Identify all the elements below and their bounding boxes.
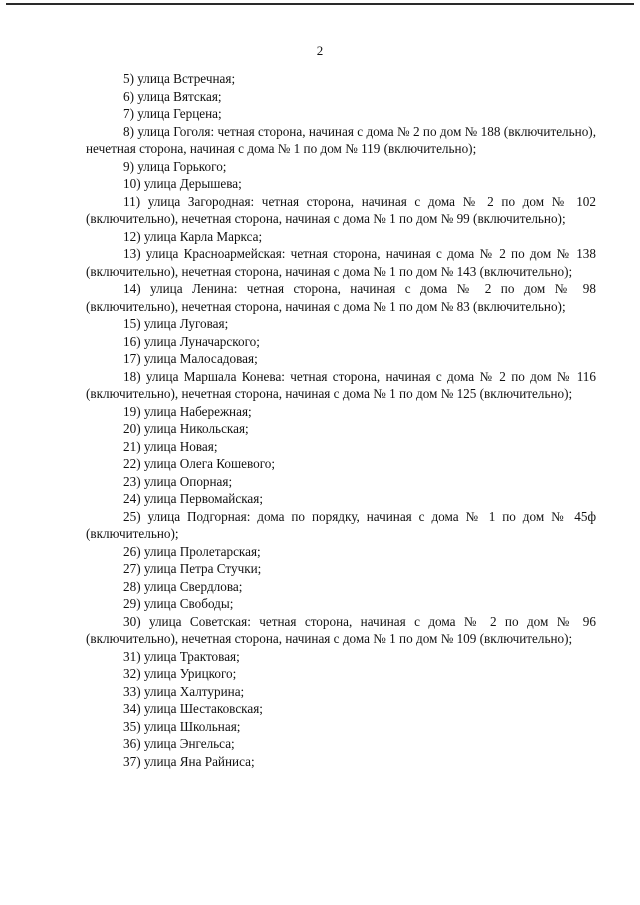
- page-top-border: [6, 3, 634, 5]
- list-item: 26) улица Пролетарская;: [123, 543, 261, 559]
- list-item: 28) улица Свердлова;: [123, 578, 243, 594]
- list-item: 13) улица Красноармейская: четная сторона, начиная с дома № 2 по дом № 138 (включительно), нечетная сторона, начиная с дома № 1 по дом № 143 (включительно);: [86, 246, 596, 279]
- list-item: 19) улица Набережная;: [123, 403, 252, 419]
- list-item: 17) улица Малосадовая;: [123, 351, 258, 366]
- list-item: 20) улица Никольская;: [123, 421, 249, 436]
- list-item: 12) улица Карла Маркса;: [123, 228, 263, 244]
- list-item: 8) улица Гоголя: четная сторона, начиная с дома № 2 по дом № 188 (включительно), нечетная сторона, начиная с дома № 1 по дом № 119 (включительно);: [86, 123, 596, 156]
- list-item: 29) улица Свободы;: [123, 596, 234, 611]
- page-number: 2: [316, 43, 324, 58]
- list-item: 14) улица Ленина: четная сторона, начиная с дома № 2 по дом № 98 (включительно), нечетная сторона, начиная с дома № 1 по дом № 83 (включительно);: [86, 281, 596, 314]
- list-item: 15) улица Луговая;: [123, 316, 229, 331]
- list-item: 11) улица Загородная: четная сторона, начиная с дома № 2 по дом № 102 (включительно), нечетная сторона, начиная с дома № 1 по дом № 99 (включительно);: [86, 193, 596, 226]
- list-item: 7) улица Герцена;: [123, 106, 222, 121]
- list-item: 30) улица Советская: четная сторона, начиная с дома № 2 по дом № 96 (включительно), нечетная сторона, начиная с дома № 1 по дом № 109 (включительно);: [86, 613, 596, 646]
- list-item: 16) улица Луначарского;: [123, 333, 260, 349]
- list-item: 27) улица Петра Стучки;: [123, 561, 262, 576]
- list-item: 21) улица Новая;: [123, 438, 218, 454]
- list-item: 24) улица Первомайская;: [123, 491, 263, 506]
- list-item: 6) улица Вятская;: [123, 88, 222, 104]
- list-item: 10) улица Дерышева;: [123, 176, 242, 191]
- list-item: 18) улица Маршала Конева: четная сторона, начиная с дома № 2 по дом № 116 (включительно), нечетная сторона, начиная с дома № 1 по дом № 125 (включительно);: [86, 368, 596, 401]
- list-item: 34) улица Шестаковская;: [123, 701, 263, 716]
- list-item: 37) улица Яна Райниса;: [123, 753, 255, 769]
- list-item: 35) улица Школьная;: [123, 718, 241, 734]
- list-item: 32) улица Урицкого;: [123, 666, 237, 681]
- list-item: 23) улица Опорная;: [123, 473, 233, 489]
- list-item: 36) улица Энгельса;: [123, 736, 235, 751]
- list-item: 31) улица Трактовая;: [123, 648, 240, 664]
- list-item: 5) улица Встречная;: [123, 71, 236, 86]
- list-item: 33) улица Халтурина;: [123, 683, 245, 699]
- list-item: 25) улица Подгорная: дома по порядку, начиная с дома № 1 по дом № 45ф (включительно);: [86, 508, 596, 541]
- list-item: 22) улица Олега Кошевого;: [123, 456, 276, 471]
- street-list: [86, 70, 596, 770]
- list-item: 9) улица Горького;: [123, 158, 227, 174]
